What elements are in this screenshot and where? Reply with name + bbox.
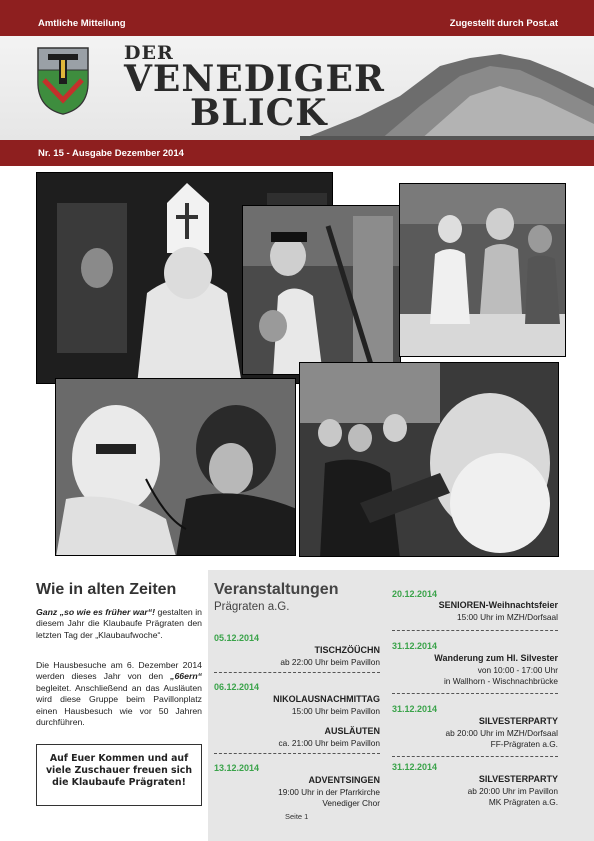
separator	[392, 693, 558, 694]
article-heading: Wie in alten Zeiten	[36, 581, 177, 598]
official-notice-label: Amtliche Mitteilung	[38, 18, 126, 29]
event-title: NIKOLAUSNACHMITTAG	[273, 694, 380, 704]
photo-fur-costume	[299, 362, 559, 557]
title-der: DER	[124, 42, 174, 64]
event-date: 31.12.2014	[392, 762, 438, 772]
event-date: 31.12.2014	[392, 641, 438, 651]
photo-masked-group	[399, 183, 566, 357]
page-number: Seite 1	[285, 812, 309, 821]
title-venediger: VENEDIGER	[124, 58, 385, 100]
event-date: 06.12.2014	[214, 682, 260, 692]
event-detail: 19:00 Uhr in der Pfarrkirche	[278, 787, 380, 797]
event-title: SENIOREN-Weihnachtsfeier	[438, 600, 558, 610]
article-lead: Ganz „so wie es früher war“!	[36, 607, 156, 617]
event-title: TISCHZÖÜCHN	[314, 645, 380, 655]
event-title: SILVESTERPARTY	[478, 716, 558, 726]
event-detail: von 10:00 - 17:00 Uhr	[477, 665, 558, 675]
event-title: ADVENTSINGEN	[308, 775, 380, 785]
event-detail: FF-Prägraten a.G.	[490, 739, 558, 749]
events-subheading: Prägraten a.G.	[214, 601, 290, 613]
issue-label: Nr. 15 - Ausgabe Dezember 2014	[38, 148, 184, 159]
masthead	[0, 36, 594, 140]
event-detail: ca. 21:00 Uhr beim Pavillon	[278, 738, 380, 748]
event-date: 20.12.2014	[392, 589, 438, 599]
separator	[214, 753, 380, 754]
event-date: 05.12.2014	[214, 633, 260, 643]
invitation-box: Auf Euer Kommen und auf viele Zuschauer freuen sich die Klaubaufe Prägraten!	[36, 744, 202, 806]
separator	[392, 756, 558, 757]
photo-masked-doctor	[55, 378, 296, 556]
article-paragraph-1	[36, 607, 202, 641]
article-paragraph-2	[36, 660, 202, 728]
coat-of-arms-logo	[36, 46, 90, 116]
photo-skier	[242, 205, 401, 375]
article-para1-rest: gestalten in diesem Jahr die Klaubaufe Prägraten den letzten Tag der „Klaubaufwoche“.	[36, 607, 202, 640]
separator	[392, 630, 558, 631]
event-detail: 15:00 Uhr beim Pavillon	[291, 706, 380, 716]
event-date: 13.12.2014	[214, 763, 260, 773]
event-title: Wanderung zum Hl. Silvester	[434, 653, 558, 663]
event-detail: 15:00 Uhr im MZH/Dorfsaal	[457, 612, 558, 622]
top-bar	[0, 0, 594, 36]
article-para2-b: begleitet. Anschließend an das Ausläuten wird diese Gruppe beim Pavillonplatz einen Hausbesuch wie vor 50 Jahren durchführen.	[36, 682, 202, 728]
event-detail: in Wallhorn - Wischnachbrücke	[443, 676, 558, 686]
event-title: AUSLÄUTEN	[324, 726, 380, 736]
event-detail: Venediger Chor	[322, 798, 380, 808]
event-detail: ab 22:00 Uhr beim Pavillon	[280, 657, 380, 667]
title-blick: BLICK	[190, 92, 328, 134]
event-detail: ab 20:00 Uhr im Pavillon	[467, 786, 558, 796]
event-detail: ab 20:00 Uhr im MZH/Dorfsaal	[445, 728, 558, 738]
event-title: SILVESTERPARTY	[478, 774, 558, 784]
delivery-label: Zugestellt durch Post.at	[449, 18, 558, 29]
event-detail: MK Prägraten a.G.	[488, 797, 558, 807]
article-para2-a: Die Hausbesuche am 6. Dezember 2014 werden dieses Jahr von den	[36, 660, 202, 682]
issue-bar	[0, 140, 594, 166]
article-66ern: „66ern“	[170, 671, 202, 682]
events-heading: Veranstaltungen	[214, 581, 339, 598]
separator	[214, 672, 380, 673]
event-date: 31.12.2014	[392, 704, 438, 714]
